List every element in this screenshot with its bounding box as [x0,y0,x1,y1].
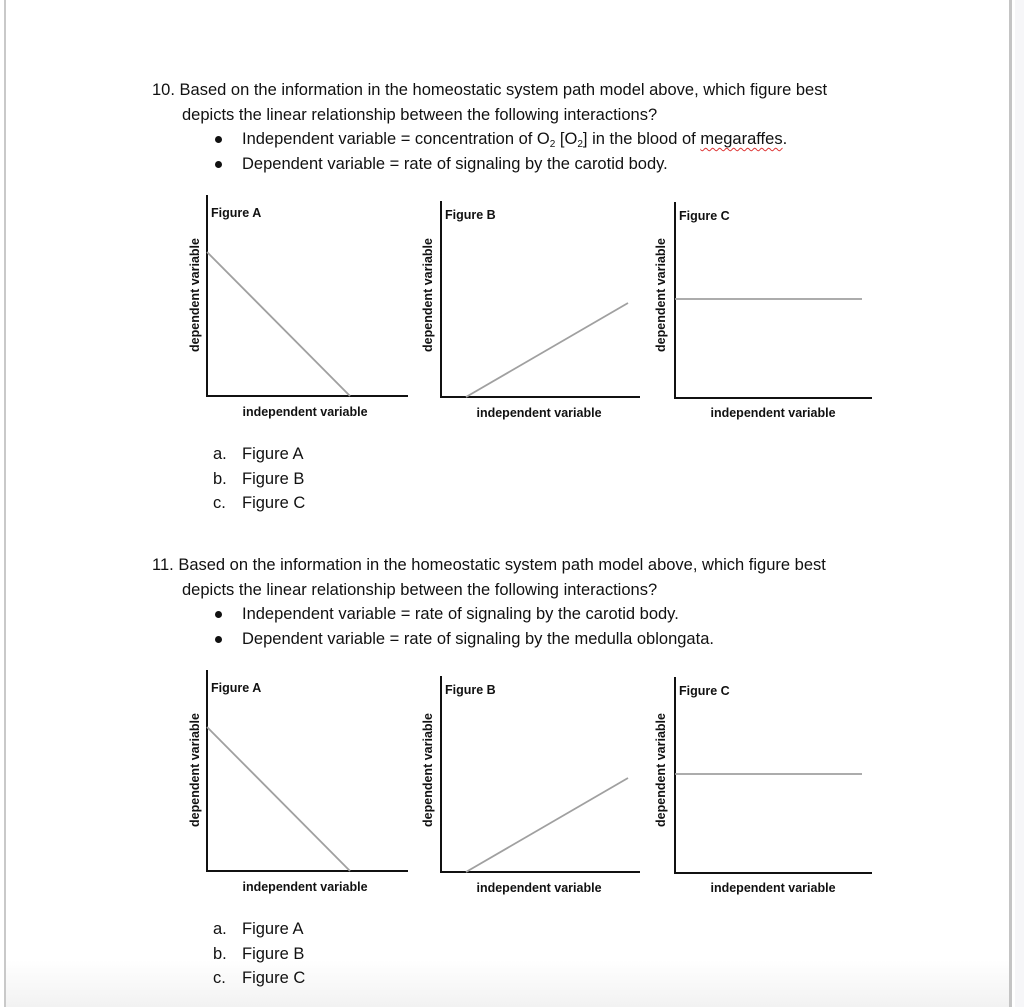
bullet-independent-variable [152,602,912,627]
data-line [207,727,350,871]
choice-label: Figure A [242,920,304,938]
figure-title: Figure B [445,683,496,697]
window-scrollbar-gutter[interactable] [1015,0,1024,1007]
q11-figure-c-chart [645,665,890,900]
x-axis-label: independent variable [710,881,836,895]
choice-b[interactable] [213,467,305,492]
q11-figure-a-chart [170,665,415,900]
question-10-choices [213,442,305,516]
y-axis-label: dependent variable [654,238,668,352]
bullet-dependent-variable [152,627,912,652]
question-number: 11. [152,556,174,574]
choice-label: Figure B [242,944,305,963]
y-axis-label: dependent variable [188,713,202,827]
choice-label: Figure C [242,969,306,987]
choice-letter: a. [213,445,227,463]
choice-letter: c. [213,969,226,987]
y-axis-label: dependent variable [421,238,435,352]
y-axis-label: dependent variable [421,713,435,827]
question-10-stem-line-1 [152,78,912,103]
bullet-text: [O [555,130,578,148]
y-axis-label: dependent variable [188,238,202,352]
choice-letter: a. [213,920,227,938]
q10-figure-c-chart [645,190,890,425]
question-stem-text: Based on the information in the homeostatic system path model above, which figure best [179,81,828,99]
x-axis-label: independent variable [710,406,836,420]
y-axis-label: dependent variable [654,713,668,827]
question-11-choices [213,917,305,991]
data-line [207,252,350,396]
choice-letter: b. [213,469,227,488]
x-axis-label: independent variable [476,406,602,420]
choice-a[interactable] [213,917,305,942]
bullet-icon [215,136,222,143]
q11-figure-b-chart [410,665,655,900]
bullet-icon [215,636,222,643]
choice-letter: c. [213,494,226,512]
choice-c[interactable] [213,966,305,991]
bullet-independent-variable [152,127,912,152]
data-line [466,303,628,397]
bullet-text: Independent variable = concentration of O [242,130,550,148]
bullet-dependent-variable [152,152,912,177]
question-10-stem-line-2: depicts the linear relationship between the following interactions? [182,105,658,124]
bullet-icon [215,611,222,618]
data-line [466,778,628,872]
question-stem-text: Based on the information in the homeostatic system path model above, which figure best [178,556,826,574]
subscript: 2 [549,139,556,150]
choice-letter: b. [213,944,227,963]
x-axis-label: independent variable [242,405,368,419]
bullet-icon [215,161,222,168]
subscript: 2 [577,139,583,150]
figure-title: Figure C [679,684,730,698]
choice-a[interactable] [213,442,305,467]
question-11-stem-line-1 [152,553,912,578]
spellcheck-flagged-word[interactable]: megaraffes [700,130,783,148]
choice-label: Figure B [242,469,305,488]
bullet-text: ] in the blood of [582,130,701,148]
bullet-text: Dependent variable = rate of signaling by the medulla oblongata. [242,629,714,648]
x-axis-label: independent variable [476,881,602,895]
x-axis-label: independent variable [242,880,368,894]
question-number: 10. [152,81,175,99]
q10-figure-a-chart [170,190,415,425]
question-11-stem-line-2: depicts the linear relationship between the following interactions? [182,580,658,599]
bullet-text: Dependent variable = rate of signaling by the carotid body. [242,154,668,173]
choice-label: Figure C [242,494,306,512]
figure-title: Figure B [445,208,496,222]
figure-title: Figure A [211,681,262,695]
question-10 [152,78,912,176]
figure-title: Figure A [211,206,262,220]
bullet-text: . [782,130,788,148]
q10-figure-b-chart [410,190,655,425]
question-11 [152,553,912,651]
choice-label: Figure A [242,445,304,463]
figure-title: Figure C [679,209,730,223]
bullet-text: Independent variable = rate of signaling by the carotid body. [242,605,679,623]
choice-c[interactable] [213,491,305,516]
choice-b[interactable] [213,942,305,967]
